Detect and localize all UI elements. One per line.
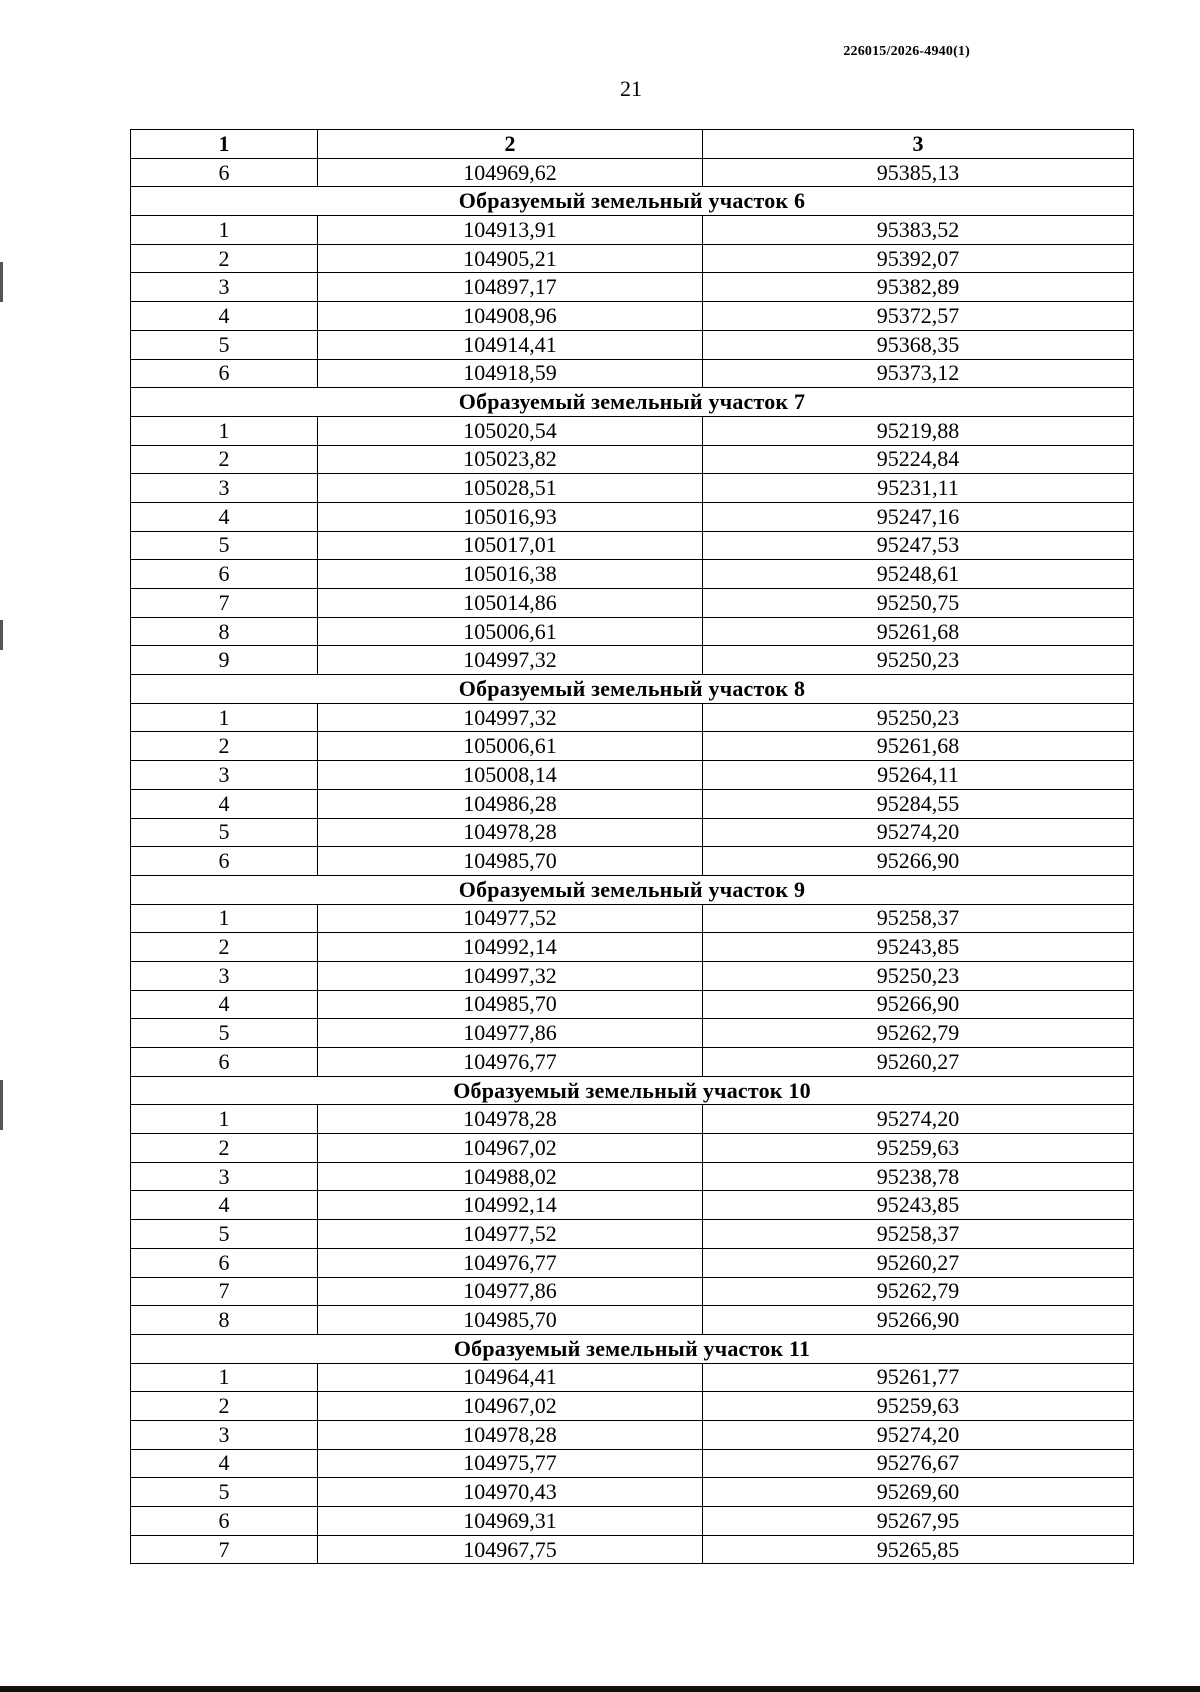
point-number-cell: 3 xyxy=(131,961,318,990)
table-row xyxy=(131,474,1134,503)
point-number-cell: 7 xyxy=(131,1535,318,1564)
point-number-cell: 8 xyxy=(131,1306,318,1335)
column-header-1: 1 xyxy=(131,130,318,159)
x-coordinate-cell: 104977,52 xyxy=(318,904,703,933)
table-row xyxy=(131,1392,1134,1421)
point-number-cell: 6 xyxy=(131,1507,318,1536)
x-coordinate-cell: 104997,32 xyxy=(318,961,703,990)
point-number-cell: 1 xyxy=(131,904,318,933)
y-coordinate-cell: 95261,68 xyxy=(703,617,1134,646)
table-row xyxy=(131,617,1134,646)
point-number-cell: 4 xyxy=(131,990,318,1019)
table-row xyxy=(131,1306,1134,1335)
y-coordinate-cell: 95392,07 xyxy=(703,244,1134,273)
table-row xyxy=(131,703,1134,732)
x-coordinate-cell: 104997,32 xyxy=(318,703,703,732)
y-coordinate-cell: 95231,11 xyxy=(703,474,1134,503)
point-number-cell: 4 xyxy=(131,789,318,818)
y-coordinate-cell: 95262,79 xyxy=(703,1019,1134,1048)
point-number-cell: 1 xyxy=(131,703,318,732)
point-number-cell: 6 xyxy=(131,1248,318,1277)
point-number-cell: 5 xyxy=(131,531,318,560)
point-number-cell: 6 xyxy=(131,1048,318,1077)
y-coordinate-cell: 95284,55 xyxy=(703,789,1134,818)
x-coordinate-cell: 104986,28 xyxy=(318,789,703,818)
table-row xyxy=(131,330,1134,359)
table-row xyxy=(131,933,1134,962)
y-coordinate-cell: 95385,13 xyxy=(703,158,1134,187)
point-number-cell: 8 xyxy=(131,617,318,646)
x-coordinate-cell: 105016,93 xyxy=(318,502,703,531)
x-coordinate-cell: 104967,75 xyxy=(318,1535,703,1564)
x-coordinate-cell: 104978,28 xyxy=(318,1420,703,1449)
point-number-cell: 1 xyxy=(131,1105,318,1134)
point-number-cell: 5 xyxy=(131,1478,318,1507)
x-coordinate-cell: 104897,17 xyxy=(318,273,703,302)
table-row xyxy=(131,531,1134,560)
x-coordinate-cell: 104976,77 xyxy=(318,1248,703,1277)
y-coordinate-cell: 95259,63 xyxy=(703,1134,1134,1163)
table-row xyxy=(131,1248,1134,1277)
point-number-cell: 2 xyxy=(131,1134,318,1163)
section-row xyxy=(131,1334,1134,1363)
table-row xyxy=(131,273,1134,302)
y-coordinate-cell: 95224,84 xyxy=(703,445,1134,474)
point-number-cell: 5 xyxy=(131,1019,318,1048)
point-number-cell: 2 xyxy=(131,1392,318,1421)
header-row xyxy=(131,130,1134,159)
y-coordinate-cell: 95260,27 xyxy=(703,1048,1134,1077)
section-title: Образуемый земельный участок 11 xyxy=(131,1334,1134,1363)
y-coordinate-cell: 95267,95 xyxy=(703,1507,1134,1536)
point-number-cell: 1 xyxy=(131,1363,318,1392)
table-row xyxy=(131,1449,1134,1478)
x-coordinate-cell: 104970,43 xyxy=(318,1478,703,1507)
y-coordinate-cell: 95247,53 xyxy=(703,531,1134,560)
y-coordinate-cell: 95274,20 xyxy=(703,1105,1134,1134)
y-coordinate-cell: 95261,68 xyxy=(703,732,1134,761)
table-row xyxy=(131,1191,1134,1220)
point-number-cell: 7 xyxy=(131,589,318,618)
x-coordinate-cell: 104975,77 xyxy=(318,1449,703,1478)
point-number-cell: 1 xyxy=(131,216,318,245)
x-coordinate-cell: 104905,21 xyxy=(318,244,703,273)
y-coordinate-cell: 95250,75 xyxy=(703,589,1134,618)
table-row xyxy=(131,1363,1134,1392)
table-row xyxy=(131,732,1134,761)
x-coordinate-cell: 104964,41 xyxy=(318,1363,703,1392)
x-coordinate-cell: 105028,51 xyxy=(318,474,703,503)
point-number-cell: 1 xyxy=(131,416,318,445)
x-coordinate-cell: 105014,86 xyxy=(318,589,703,618)
y-coordinate-cell: 95266,90 xyxy=(703,1306,1134,1335)
table-row xyxy=(131,990,1134,1019)
y-coordinate-cell: 95269,60 xyxy=(703,1478,1134,1507)
x-coordinate-cell: 104977,86 xyxy=(318,1277,703,1306)
section-row xyxy=(131,388,1134,417)
point-number-cell: 4 xyxy=(131,1449,318,1478)
y-coordinate-cell: 95258,37 xyxy=(703,904,1134,933)
y-coordinate-cell: 95274,20 xyxy=(703,818,1134,847)
point-number-cell: 2 xyxy=(131,445,318,474)
point-number-cell: 3 xyxy=(131,1162,318,1191)
section-title: Образуемый земельный участок 10 xyxy=(131,1076,1134,1105)
table-header xyxy=(131,130,1134,159)
point-number-cell: 3 xyxy=(131,474,318,503)
point-number-cell: 5 xyxy=(131,330,318,359)
x-coordinate-cell: 104997,32 xyxy=(318,646,703,675)
section-row xyxy=(131,187,1134,216)
x-coordinate-cell: 105008,14 xyxy=(318,761,703,790)
x-coordinate-cell: 104914,41 xyxy=(318,330,703,359)
coordinates-table xyxy=(130,129,1134,1564)
y-coordinate-cell: 95373,12 xyxy=(703,359,1134,388)
y-coordinate-cell: 95219,88 xyxy=(703,416,1134,445)
table-row xyxy=(131,646,1134,675)
table-row xyxy=(131,244,1134,273)
point-number-cell: 3 xyxy=(131,761,318,790)
table-row xyxy=(131,416,1134,445)
y-coordinate-cell: 95264,11 xyxy=(703,761,1134,790)
y-coordinate-cell: 95259,63 xyxy=(703,1392,1134,1421)
x-coordinate-cell: 105006,61 xyxy=(318,732,703,761)
section-row xyxy=(131,875,1134,904)
section-row xyxy=(131,1076,1134,1105)
section-title: Образуемый земельный участок 9 xyxy=(131,875,1134,904)
table-row xyxy=(131,1478,1134,1507)
x-coordinate-cell: 104977,86 xyxy=(318,1019,703,1048)
point-number-cell: 5 xyxy=(131,818,318,847)
y-coordinate-cell: 95250,23 xyxy=(703,646,1134,675)
scan-bottom-edge xyxy=(0,1686,1200,1692)
y-coordinate-cell: 95260,27 xyxy=(703,1248,1134,1277)
table-row xyxy=(131,1105,1134,1134)
y-coordinate-cell: 95265,85 xyxy=(703,1535,1134,1564)
table-row xyxy=(131,1048,1134,1077)
page-number: 21 xyxy=(620,76,642,101)
x-coordinate-cell: 105016,38 xyxy=(318,560,703,589)
scan-edge-mark xyxy=(0,620,3,650)
y-coordinate-cell: 95238,78 xyxy=(703,1162,1134,1191)
table-row xyxy=(131,1535,1134,1564)
x-coordinate-cell: 105006,61 xyxy=(318,617,703,646)
point-number-cell: 4 xyxy=(131,302,318,331)
y-coordinate-cell: 95250,23 xyxy=(703,703,1134,732)
table-row xyxy=(131,502,1134,531)
y-coordinate-cell: 95243,85 xyxy=(703,1191,1134,1220)
y-coordinate-cell: 95372,57 xyxy=(703,302,1134,331)
y-coordinate-cell: 95243,85 xyxy=(703,933,1134,962)
table-row xyxy=(131,904,1134,933)
y-coordinate-cell: 95382,89 xyxy=(703,273,1134,302)
column-header-3: 3 xyxy=(703,130,1134,159)
point-number-cell: 6 xyxy=(131,359,318,388)
point-number-cell: 4 xyxy=(131,502,318,531)
point-number-cell: 6 xyxy=(131,560,318,589)
x-coordinate-cell: 104985,70 xyxy=(318,847,703,876)
y-coordinate-cell: 95266,90 xyxy=(703,847,1134,876)
section-title: Образуемый земельный участок 6 xyxy=(131,187,1134,216)
point-number-cell: 2 xyxy=(131,732,318,761)
y-coordinate-cell: 95248,61 xyxy=(703,560,1134,589)
table-body xyxy=(131,158,1134,1564)
point-number-cell: 5 xyxy=(131,1220,318,1249)
x-coordinate-cell: 104967,02 xyxy=(318,1392,703,1421)
y-coordinate-cell: 95274,20 xyxy=(703,1420,1134,1449)
table-row xyxy=(131,302,1134,331)
column-header-2: 2 xyxy=(318,130,703,159)
y-coordinate-cell: 95266,90 xyxy=(703,990,1134,1019)
table-row xyxy=(131,1507,1134,1536)
table-row xyxy=(131,789,1134,818)
y-coordinate-cell: 95262,79 xyxy=(703,1277,1134,1306)
scan-edge-mark xyxy=(0,1080,3,1130)
table-row xyxy=(131,961,1134,990)
x-coordinate-cell: 104918,59 xyxy=(318,359,703,388)
x-coordinate-cell: 104908,96 xyxy=(318,302,703,331)
y-coordinate-cell: 95368,35 xyxy=(703,330,1134,359)
table-row xyxy=(131,818,1134,847)
point-number-cell: 9 xyxy=(131,646,318,675)
x-coordinate-cell: 105017,01 xyxy=(318,531,703,560)
x-coordinate-cell: 104967,02 xyxy=(318,1134,703,1163)
y-coordinate-cell: 95247,16 xyxy=(703,502,1134,531)
y-coordinate-cell: 95383,52 xyxy=(703,216,1134,245)
table-row xyxy=(131,1420,1134,1449)
table-row xyxy=(131,589,1134,618)
table-row xyxy=(131,359,1134,388)
point-number-cell: 4 xyxy=(131,1191,318,1220)
section-row xyxy=(131,675,1134,704)
table-row xyxy=(131,1220,1134,1249)
point-number-cell: 3 xyxy=(131,1420,318,1449)
point-number-cell: 7 xyxy=(131,1277,318,1306)
x-coordinate-cell: 104977,52 xyxy=(318,1220,703,1249)
scan-edge-mark xyxy=(0,262,3,302)
table-row xyxy=(131,216,1134,245)
table-row xyxy=(131,1277,1134,1306)
table-row xyxy=(131,158,1134,187)
y-coordinate-cell: 95250,23 xyxy=(703,961,1134,990)
x-coordinate-cell: 104969,62 xyxy=(318,158,703,187)
point-number-cell: 3 xyxy=(131,273,318,302)
x-coordinate-cell: 104976,77 xyxy=(318,1048,703,1077)
table-row xyxy=(131,1019,1134,1048)
point-number-cell: 2 xyxy=(131,933,318,962)
x-coordinate-cell: 104992,14 xyxy=(318,1191,703,1220)
point-number-cell: 2 xyxy=(131,244,318,273)
y-coordinate-cell: 95261,77 xyxy=(703,1363,1134,1392)
table-row xyxy=(131,445,1134,474)
y-coordinate-cell: 95276,67 xyxy=(703,1449,1134,1478)
x-coordinate-cell: 104969,31 xyxy=(318,1507,703,1536)
x-coordinate-cell: 104985,70 xyxy=(318,1306,703,1335)
point-number-cell: 6 xyxy=(131,158,318,187)
table-row xyxy=(131,847,1134,876)
section-title: Образуемый земельный участок 7 xyxy=(131,388,1134,417)
x-coordinate-cell: 104913,91 xyxy=(318,216,703,245)
x-coordinate-cell: 104978,28 xyxy=(318,818,703,847)
x-coordinate-cell: 105020,54 xyxy=(318,416,703,445)
x-coordinate-cell: 104992,14 xyxy=(318,933,703,962)
x-coordinate-cell: 104985,70 xyxy=(318,990,703,1019)
section-title: Образуемый земельный участок 8 xyxy=(131,675,1134,704)
table-row xyxy=(131,1162,1134,1191)
table-row xyxy=(131,560,1134,589)
x-coordinate-cell: 104988,02 xyxy=(318,1162,703,1191)
x-coordinate-cell: 105023,82 xyxy=(318,445,703,474)
table-row xyxy=(131,1134,1134,1163)
x-coordinate-cell: 104978,28 xyxy=(318,1105,703,1134)
document-id: 226015/2026-4940(1) xyxy=(843,44,970,59)
y-coordinate-cell: 95258,37 xyxy=(703,1220,1134,1249)
table-row xyxy=(131,761,1134,790)
point-number-cell: 6 xyxy=(131,847,318,876)
